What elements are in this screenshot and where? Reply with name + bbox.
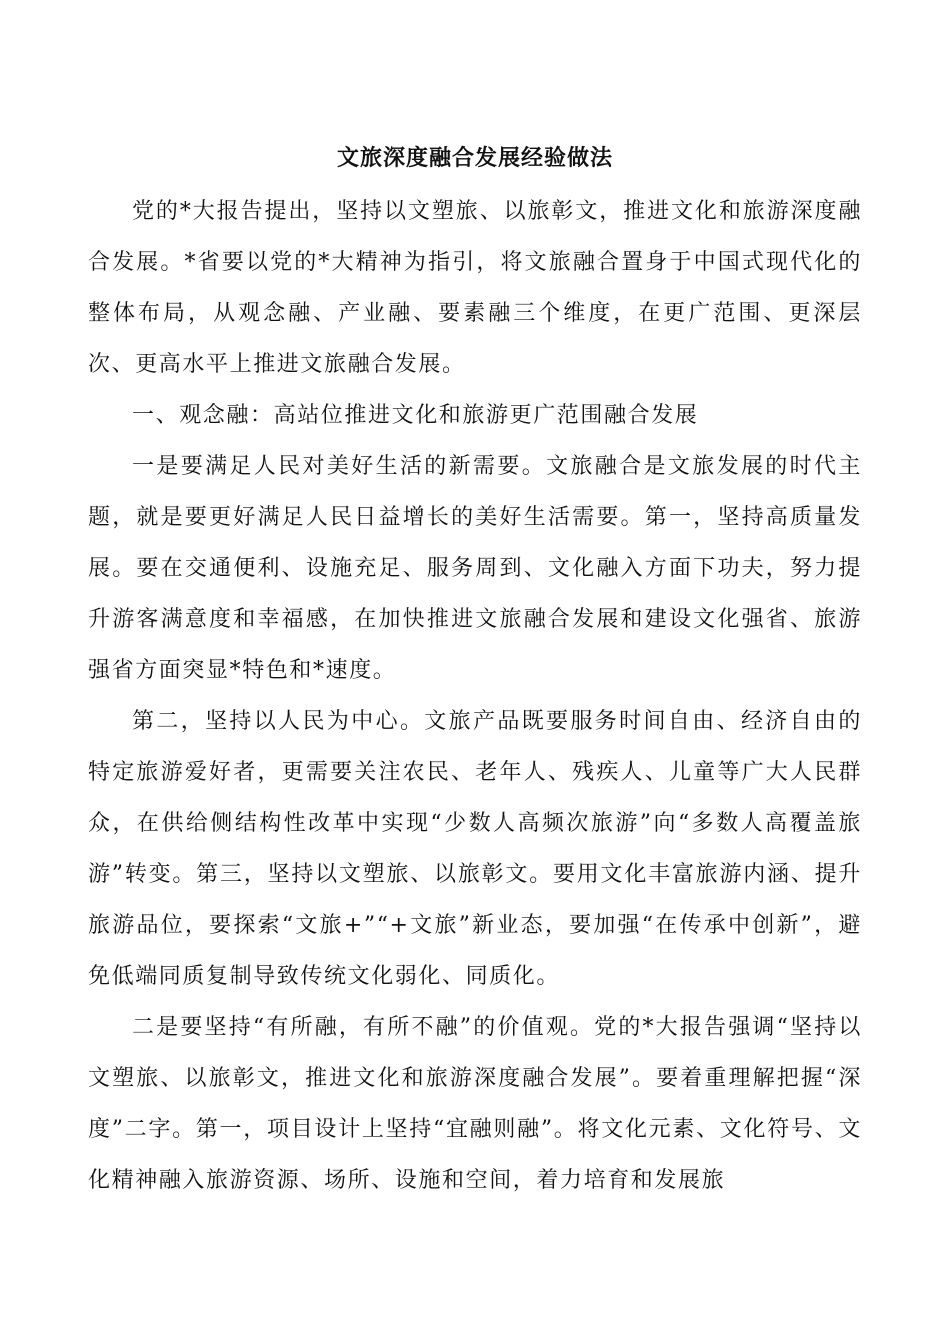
paragraph-2: 第二，坚持以人民为中心。文旅产品既要服务时间自由、经济自由的特定旅游爱好者，更需要关注农民、老年人、残疾人、儿童等广大人民群众，在供给侧结构性改革中实现“少数人高频次旅游”向“多数人高覆盖旅游”转变。第三，坚持以文塑旅、以旅彰文。要用文化丰富旅游内涵、提升旅游品位，要探索“文旅+”“+文旅”新业态，要加强“在传承中创新”，避免低端同质复制导致传统文化弱化、同质化。 <box>88 709 862 989</box>
section-heading-1: 一、观念融：高站位推进文化和旅游更广范围融合发展 <box>132 403 699 428</box>
paragraph-3: 二是要坚持“有所融，有所不融”的价值观。党的*大报告强调“坚持以文塑旅、以旅彰文，推进文化和旅游深度融合发展”。要着重理解把握“深度”二字。第一，项目设计上坚持“宜融则融”。将文化元素、文化符号、文化精神融入旅游资源、场所、设施和空间，着力培育和发展旅 <box>88 1015 862 1193</box>
paragraph-intro: 党的*大报告提出，坚持以文塑旅、以旅彰文，推进文化和旅游深度融合发展。*省要以党的*大精神为指引，将文旅融合置身于中国式现代化的整体布局，从观念融、产业融、要素融三个维度，在更广范围、更深层次、更高水平上推进文旅融合发展。 <box>88 199 862 377</box>
document-title: 文旅深度融合发展经验做法 <box>336 145 613 171</box>
document-page <box>88 130 862 1206</box>
paragraph-1: 一是要满足人民对美好生活的新需要。文旅融合是文旅发展的时代主题，就是要更好满足人民日益增长的美好生活需要。第一，坚持高质量发展。要在交通便利、设施充足、服务周到、文化融入方面下功夫，努力提升游客满意度和幸福感，在加快推进文旅融合发展和建设文化强省、旅游强省方面突显*特色和*速度。 <box>88 454 862 683</box>
